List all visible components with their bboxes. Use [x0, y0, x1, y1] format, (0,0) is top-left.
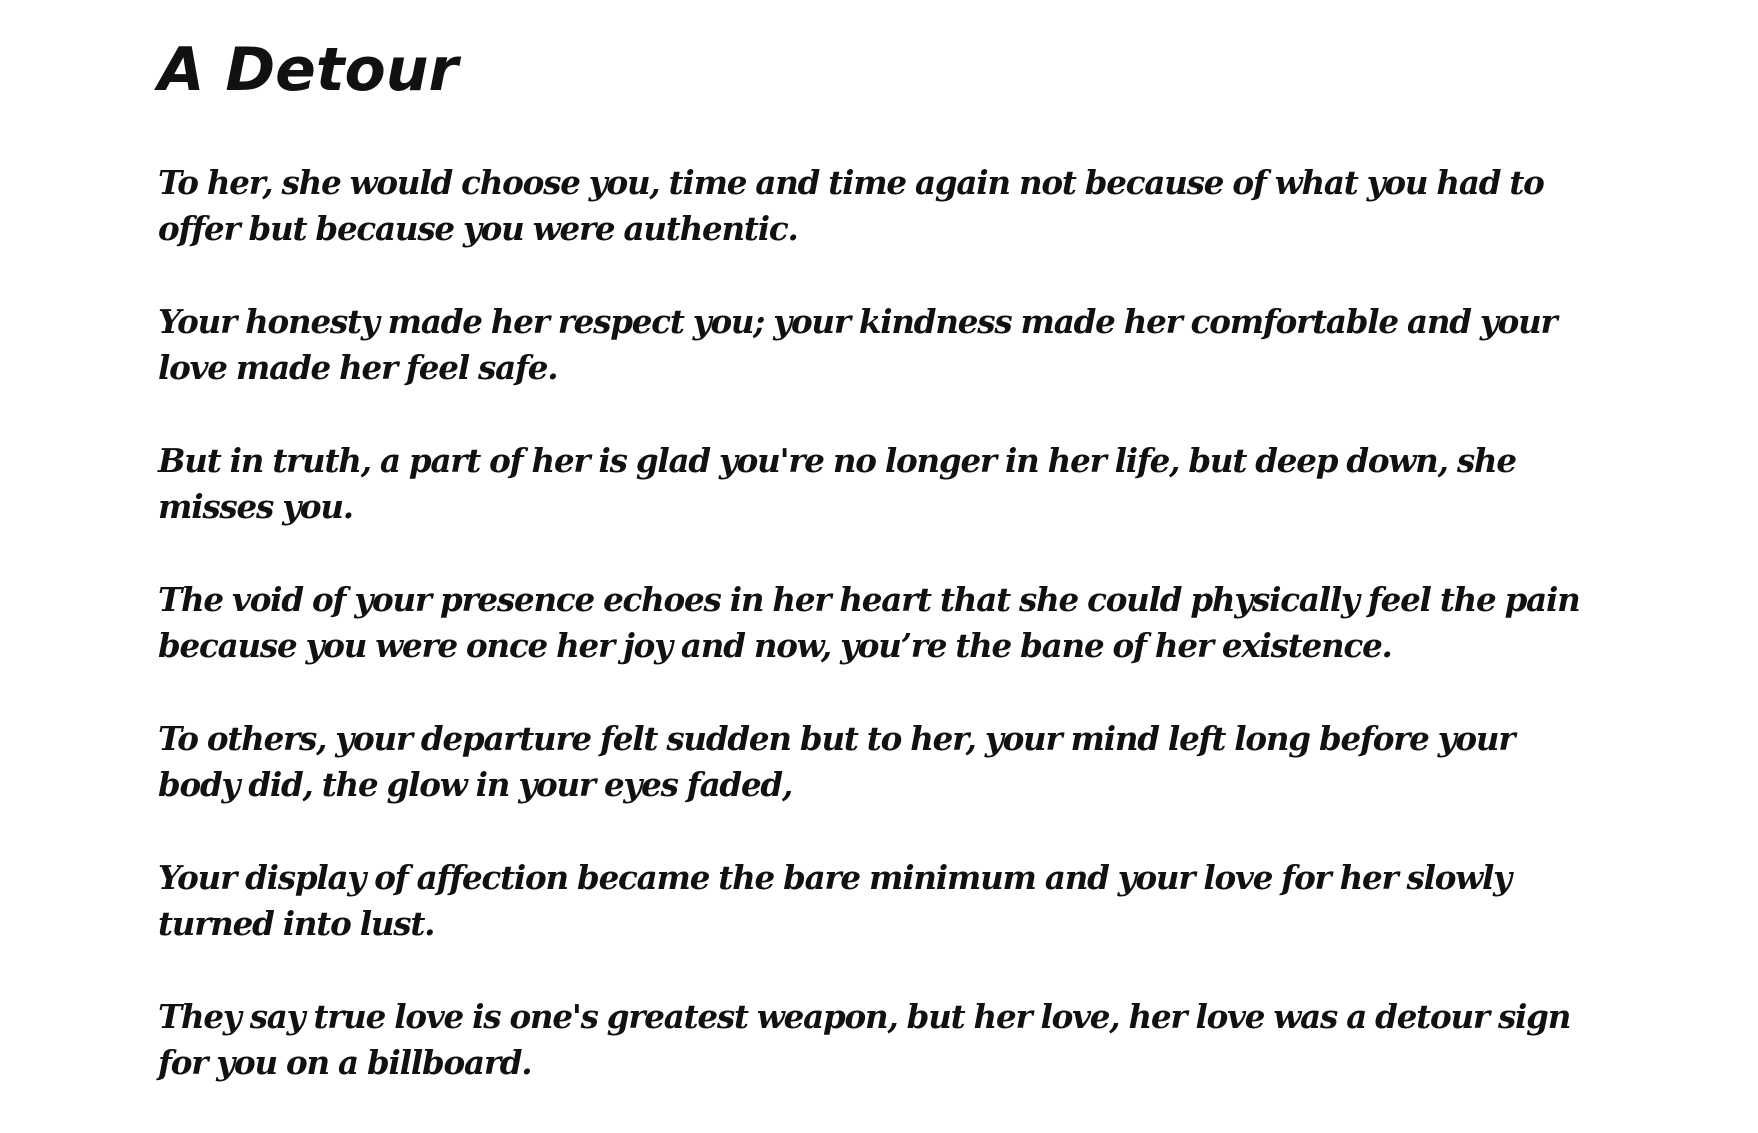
paragraph-6 [158, 855, 1658, 947]
paragraph-3 [158, 438, 1658, 530]
paragraph-line: To others, your departure felt sudden but to her, your mind left long before your [158, 719, 1515, 758]
paragraph-line: body did, the glow in your eyes faded, [158, 765, 793, 804]
paragraph-7 [158, 994, 1658, 1086]
paragraph-line: love made her feel safe. [158, 348, 558, 387]
paragraph-line: Your honesty made her respect you; your kindness made her comfortable and your [158, 302, 1557, 341]
paragraph-line: To her, she would choose you, time and time again not because of what you had to [158, 163, 1544, 202]
paragraph-line: They say true love is one's greatest weapon, but her love, her love was a detour sign [158, 997, 1571, 1036]
paragraph-line: misses you. [158, 487, 353, 526]
paragraph-4 [158, 577, 1658, 669]
paragraph-line: But in truth, a part of her is glad you're no longer in her life, but deep down, she [158, 441, 1516, 480]
paragraph-2 [158, 299, 1658, 391]
paragraph-line: Your display of affection became the bare minimum and your love for her slowly [158, 858, 1511, 897]
document-title: A Detour [158, 35, 459, 105]
paragraph-1 [158, 160, 1658, 252]
paragraph-5 [158, 716, 1658, 808]
paragraph-line: offer but because you were authentic. [158, 209, 798, 248]
document-body [158, 160, 1658, 1133]
paragraph-line: turned into lust. [158, 904, 435, 943]
paragraph-line: because you were once her joy and now, you’re the bane of her existence. [158, 626, 1392, 665]
paragraph-line: for you on a billboard. [158, 1043, 532, 1082]
paragraph-line: The void of your presence echoes in her heart that she could physically feel the pain [158, 580, 1580, 619]
